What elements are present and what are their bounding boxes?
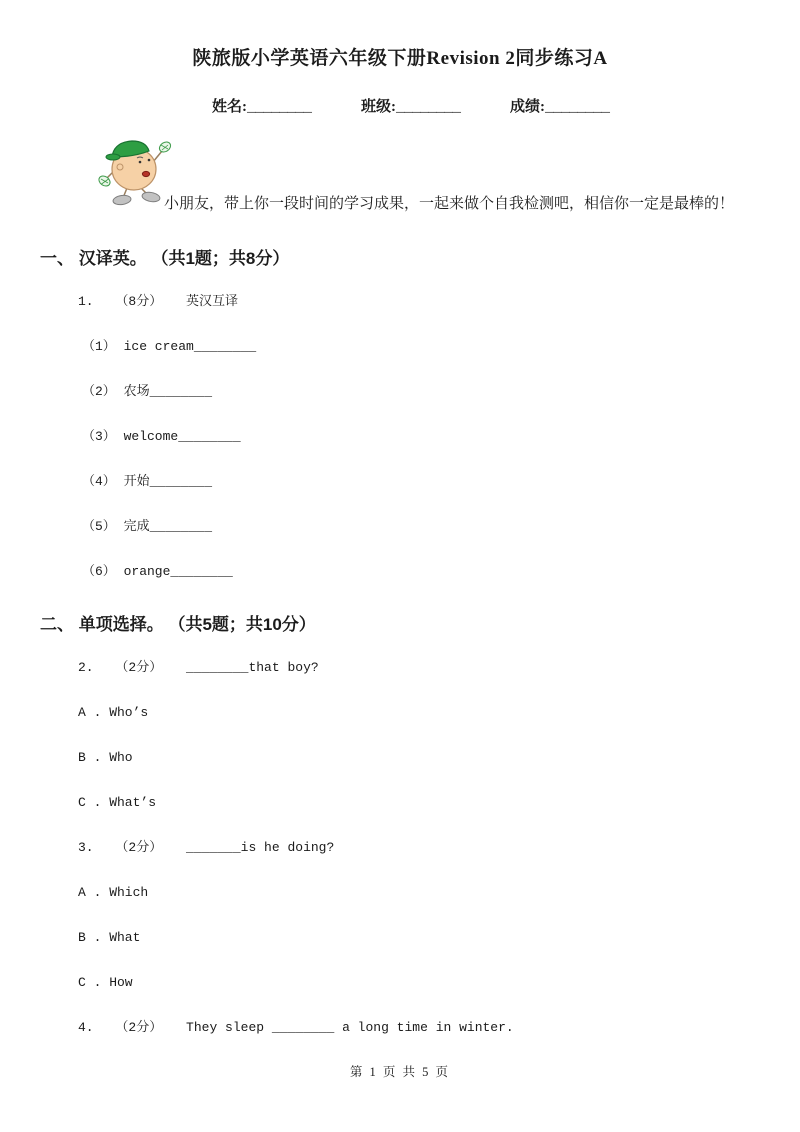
option-row-c: C . How	[78, 975, 133, 990]
question-score: （2分）	[115, 660, 163, 675]
question-text: ________that boy?	[186, 660, 319, 675]
question-text: They sleep ________ a long time in winter.	[186, 1020, 514, 1035]
option-row-b: B . Who	[78, 750, 133, 765]
name-field-blank: ________	[247, 99, 312, 116]
name-field-label: 姓名:	[212, 99, 247, 115]
option-row-c: C . What’s	[78, 795, 157, 810]
question-score: （2分）	[115, 840, 163, 855]
question-text: 英汉互译	[186, 294, 239, 309]
header-fields-row	[212, 98, 800, 117]
name-field	[212, 98, 311, 117]
question-score: （8分）	[115, 294, 163, 309]
question-row-1	[78, 293, 800, 311]
score-field-blank: ________	[545, 99, 610, 116]
kid-mascot-icon	[96, 129, 174, 207]
question-row-3	[78, 839, 800, 857]
class-field-label: 班级:	[361, 99, 397, 115]
score-field-label: 成绩:	[510, 99, 546, 115]
blank-item-5: （5） 完成________	[82, 519, 213, 534]
blank-item-2: （2） 农场________	[82, 384, 213, 399]
page-title: 陕旅版小学英语六年级下册Revision 2同步练习A	[192, 48, 608, 69]
option-row-a: A . Which	[78, 885, 149, 900]
question-number: 2.	[78, 660, 94, 675]
section-1-heading: 一、 汉译英。 （共1题；共8分）	[40, 249, 290, 268]
section-2-heading: 二、 单项选择。 （共5题；共10分）	[40, 615, 316, 634]
question-score: （2分）	[115, 1020, 163, 1035]
intro-text: 小朋友，带上你一段时间的学习成果，一起来做个自我检测吧，相信你一定是最棒的！	[164, 196, 735, 212]
score-field	[510, 98, 609, 117]
class-field-blank: ________	[396, 99, 461, 116]
class-field	[361, 98, 460, 117]
option-row-a: A . Who’s	[78, 705, 149, 720]
blank-item-1: （1） ice cream________	[82, 339, 257, 354]
option-row-b: B . What	[78, 930, 141, 945]
blank-item-6: （6） orange________	[82, 564, 233, 579]
blank-item-3: （3） welcome________	[82, 429, 241, 444]
blank-item-4: （4） 开始________	[82, 474, 213, 489]
question-number: 1.	[78, 294, 94, 309]
page-footer: 第 1 页 共 5 页	[349, 1065, 451, 1079]
intro-block	[0, 117, 800, 215]
question-text: _______is he doing?	[186, 840, 335, 855]
question-row-4	[78, 1019, 800, 1037]
question-number: 4.	[78, 1020, 94, 1035]
question-number: 3.	[78, 840, 94, 855]
question-row-2	[78, 659, 800, 677]
